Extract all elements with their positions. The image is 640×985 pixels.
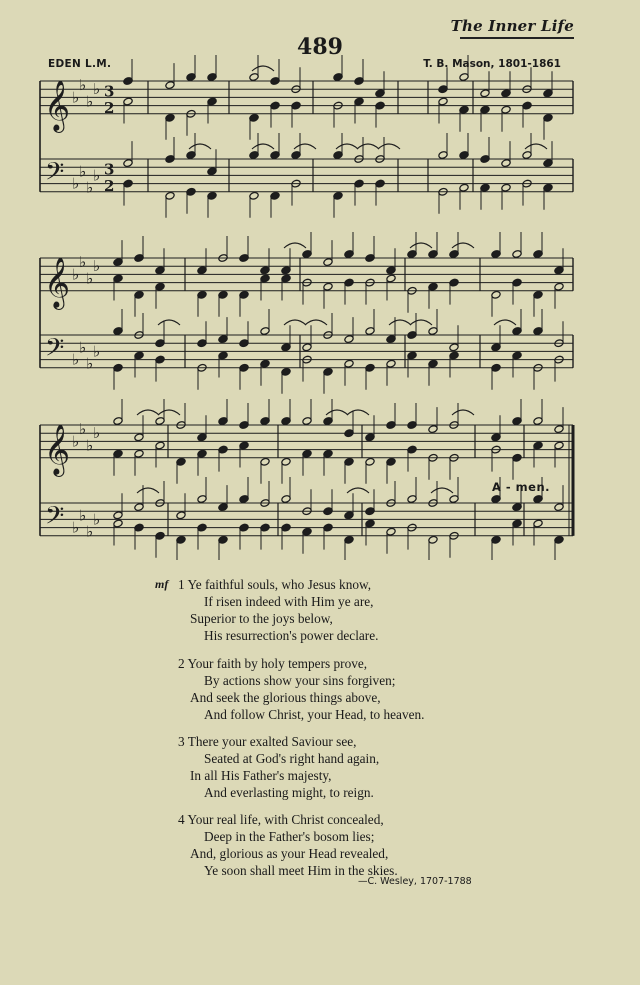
- time-signature: 3: [104, 82, 115, 101]
- tune-name: EDEN L.M.: [48, 58, 112, 70]
- verse-line: Seated at God's right hand again,: [204, 751, 380, 766]
- flat-sign: ♭: [86, 178, 94, 197]
- verse-line: 3 There your exalted Saviour see,: [178, 734, 357, 749]
- flat-sign: ♭: [72, 350, 80, 369]
- slur: [347, 488, 369, 493]
- dynamic-marking: mf: [155, 577, 169, 591]
- slur: [357, 144, 379, 149]
- flat-sign: ♭: [86, 436, 94, 455]
- verse-line: In all His Father's majesty,: [190, 768, 332, 783]
- slur: [452, 410, 474, 415]
- slur: [525, 144, 547, 149]
- slur: [326, 410, 348, 415]
- slur: [410, 320, 432, 325]
- flat-sign: ♭: [72, 174, 80, 193]
- verse-line: Ye soon shall meet Him in the skies.: [204, 863, 398, 878]
- flat-sign: ♭: [79, 162, 87, 181]
- slur: [294, 144, 316, 149]
- slur: [336, 144, 358, 149]
- treble-clef: 𝄞: [44, 423, 71, 475]
- slur: [378, 144, 400, 149]
- slur: [189, 144, 211, 149]
- hymn-number: 489: [297, 34, 343, 60]
- flat-sign: ♭: [86, 522, 94, 541]
- slur: [284, 243, 306, 248]
- verse-line: And, glorious as your Head revealed,: [190, 846, 389, 861]
- slur: [494, 320, 516, 325]
- flat-sign: ♭: [93, 166, 101, 185]
- slur: [252, 144, 274, 149]
- verse-line: 4 Your real life, with Christ concealed,: [178, 812, 384, 827]
- flat-sign: ♭: [79, 420, 87, 439]
- bass-clef: 𝄢: [45, 333, 65, 369]
- flat-sign: ♭: [72, 88, 80, 107]
- time-signature: 3: [104, 160, 115, 179]
- time-signature: 2: [104, 176, 115, 195]
- slur: [347, 410, 369, 415]
- bass-clef: 𝄢: [45, 501, 65, 537]
- flat-sign: ♭: [93, 424, 101, 443]
- flat-sign: ♭: [72, 432, 80, 451]
- slur: [158, 410, 180, 415]
- flat-sign: ♭: [79, 506, 87, 525]
- bass-clef: 𝄢: [45, 157, 65, 193]
- flat-sign: ♭: [93, 510, 101, 529]
- slur: [431, 488, 453, 493]
- section-title: The Inner Life: [450, 17, 574, 35]
- slur: [252, 66, 274, 71]
- flat-sign: ♭: [79, 338, 87, 357]
- flat-sign: ♭: [93, 257, 101, 276]
- flat-sign: ♭: [79, 253, 87, 272]
- treble-clef: 𝄞: [44, 256, 71, 308]
- slur: [158, 320, 180, 325]
- flat-sign: ♭: [72, 518, 80, 537]
- amen-lyric: A - men.: [492, 480, 551, 494]
- composer-credit: T. B. Mason, 1801-1861: [423, 58, 561, 70]
- verse-line: 1 Ye faithful souls, who Jesus know,: [178, 577, 372, 592]
- verse-line: And everlasting might, to reign.: [204, 785, 374, 800]
- text-attribution: —C. Wesley, 1707-1788: [358, 876, 472, 887]
- verse-line: If risen indeed with Him ye are,: [204, 594, 374, 609]
- treble-clef: 𝄞: [44, 79, 71, 131]
- slur: [137, 488, 159, 493]
- verse-line: Deep in the Father's bosom lies;: [204, 829, 375, 844]
- verse-line: Superior to the joys below,: [190, 611, 333, 626]
- verse-line: And seek the glorious things above,: [190, 690, 381, 705]
- slur: [410, 243, 432, 248]
- flat-sign: ♭: [93, 80, 101, 99]
- flat-sign: ♭: [93, 342, 101, 361]
- verse-line: His resurrection's power declare.: [204, 628, 379, 643]
- flat-sign: ♭: [79, 76, 87, 95]
- flat-sign: ♭: [72, 265, 80, 284]
- slur: [389, 320, 411, 325]
- verse-line: By actions show your sins forgiven;: [204, 673, 396, 688]
- flat-sign: ♭: [86, 354, 94, 373]
- verse-line: 2 Your faith by holy tempers prove,: [178, 656, 368, 671]
- slur: [305, 320, 327, 325]
- slur: [452, 243, 474, 248]
- slur: [137, 410, 159, 415]
- flat-sign: ♭: [86, 92, 94, 111]
- time-signature: 2: [104, 98, 115, 117]
- flat-sign: ♭: [86, 269, 94, 288]
- slur: [284, 320, 306, 325]
- verse-line: And follow Christ, your Head, to heaven.: [204, 707, 425, 722]
